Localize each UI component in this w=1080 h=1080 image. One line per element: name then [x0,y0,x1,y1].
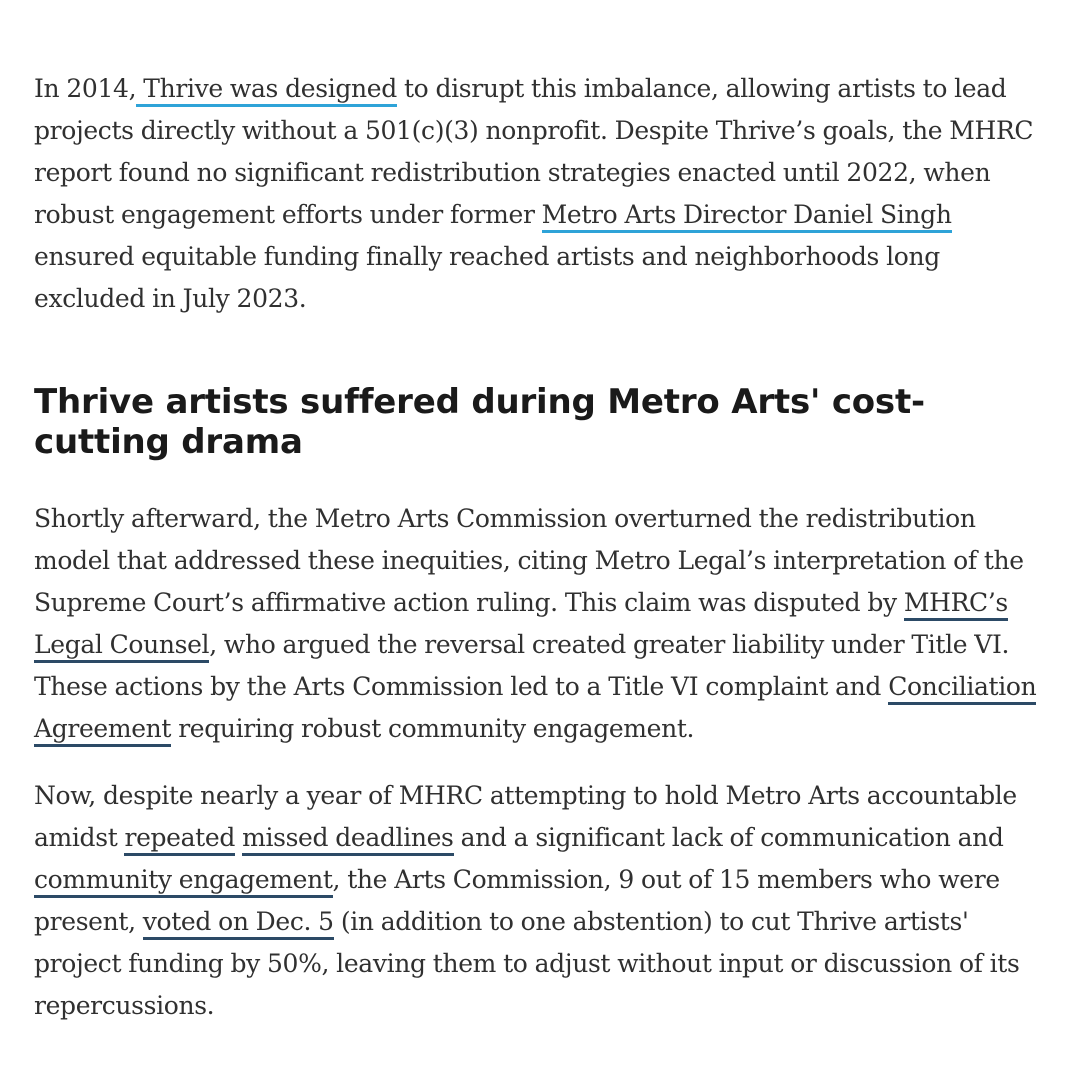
section-heading: Thrive artists suffered during Metro Arts' cost-cutting drama [34,382,925,462]
link-thrive-was-designed[interactable]: Thrive was designed [136,74,397,107]
article-body [34,68,1049,1052]
paragraph-text: Shortly afterward, the Metro Arts Commission overturned the redistribution model that addressed these inequities, citing Metro Legal’s interpretation of the Supreme Court’s affirmative action ruling. This claim was disputed by [34,504,1024,617]
paragraph-redistribution-reversal [34,498,1049,750]
link-repeated[interactable]: repeated [124,823,235,856]
paragraph-text: , who argued the reversal created greater liability under Title VI. These actions by the Arts Commission led to a Title VI complaint and [34,630,1010,701]
link-community-engagement[interactable]: community engagement [34,865,333,898]
link-voted-on-dec-5[interactable]: voted on Dec. 5 [143,907,334,940]
paragraph-text: , the Arts Commission, 9 out of 15 members who were present, [34,865,1000,936]
paragraph-thrive-history [34,68,1049,320]
paragraph-funding-cut [34,775,1049,1027]
link-daniel-singh[interactable]: Metro Arts Director Daniel Singh [542,200,952,233]
link-missed-deadlines[interactable]: missed deadlines [242,823,453,856]
paragraph-text: and a significant lack of communication and [453,823,1004,852]
paragraph-text: (in addition to one abstention) to cut Thrive artists' project funding by 50%, leaving them to adjust without input or discussion of its repercussions. [34,907,1020,1020]
link-mhrc-legal-counsel[interactable]: MHRC’s Legal Counsel [34,588,1008,663]
paragraph-text: requiring robust community engagement. [171,714,695,743]
paragraph-text: Now, despite nearly a year of MHRC attempting to hold Metro Arts accountable amidst [34,781,1017,852]
paragraph-text: ensured equitable funding finally reached artists and neighborhoods long excluded in July 2023. [34,242,940,313]
paragraph-text: In 2014, [34,74,137,103]
link-conciliation-agreement[interactable]: Conciliation Agreement [34,672,1036,747]
paragraph-text: to disrupt this imbalance, allowing artists to lead projects directly without a 501(c)(3) nonprofit. Despite Thrive’s goals, the MHRC report found no significant redistribution strategies enacted until 2022, when robust engagement efforts under former [34,74,1034,229]
